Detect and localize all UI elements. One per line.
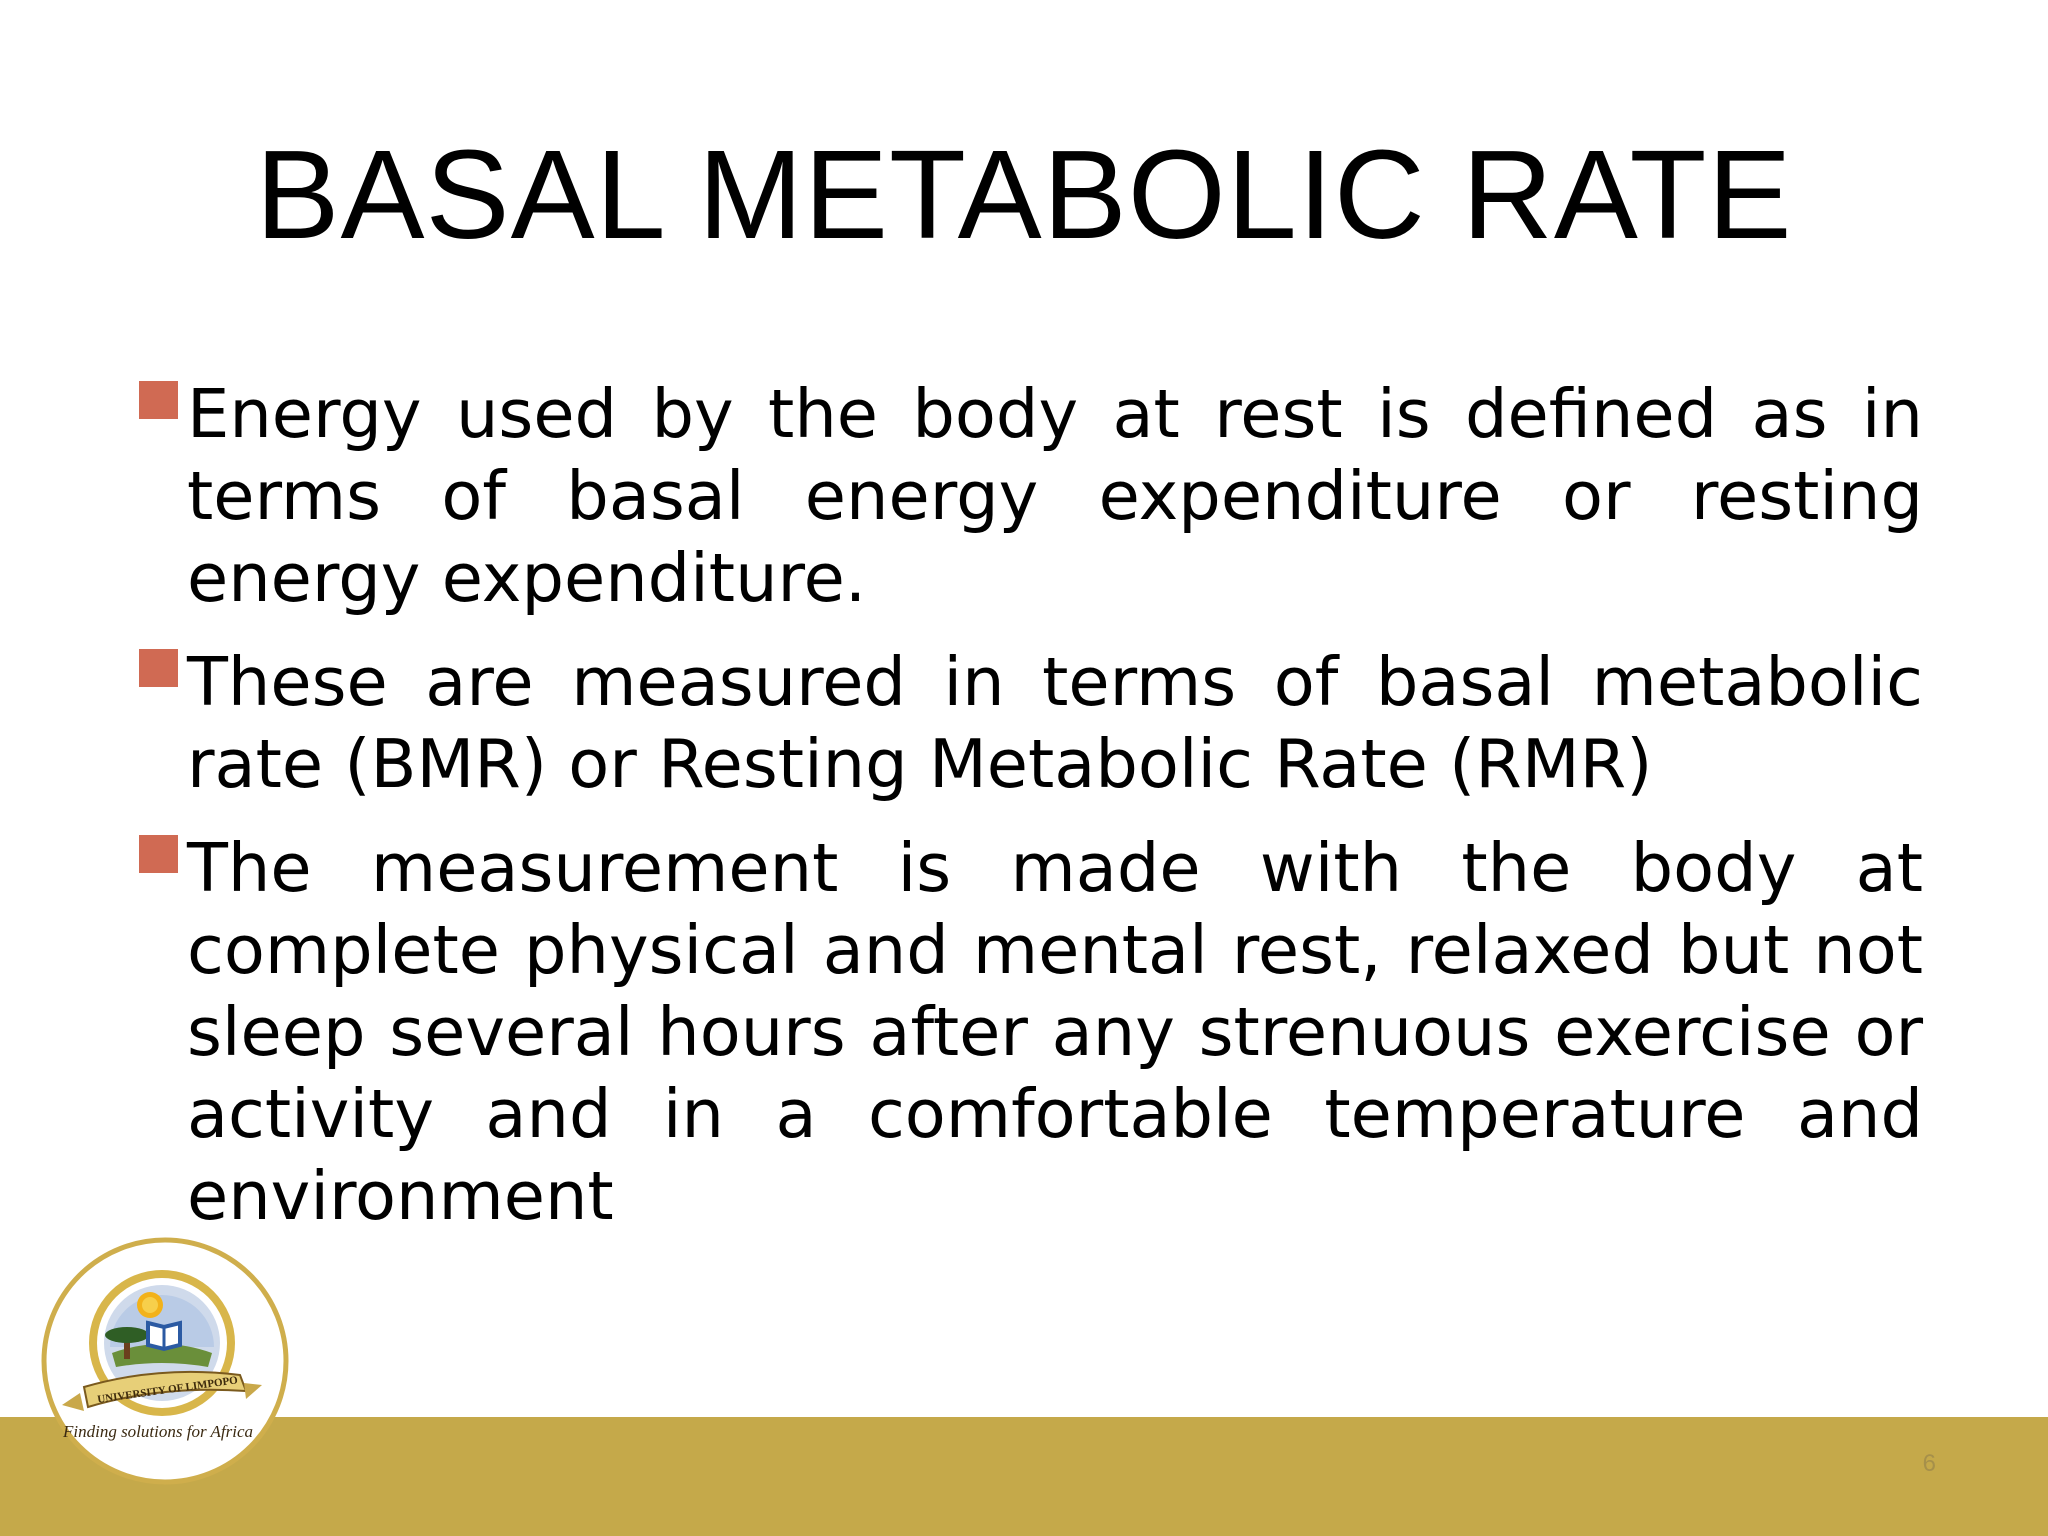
logo-tagline: Finding solutions for Africa [62,1422,254,1441]
square-bullet-icon [139,835,178,873]
page-number: 6 [1922,1450,1936,1477]
bullet-text: Energy used by the body at rest is defined as in terms of basal energy expenditure or resting energy expenditure. [187,375,1923,617]
square-bullet-icon [139,381,178,419]
sun-icon [137,1292,163,1318]
footer-band [0,1417,2048,1536]
square-bullet-icon [139,649,178,687]
book-icon [148,1323,180,1349]
slide-title: BASAL METABOLIC RATE [255,124,1793,265]
university-logo [40,1235,290,1497]
bullet-text: These are measured in terms of basal metabolic rate (BMR) or Resting Metabolic Rate (RMR) [187,643,1923,803]
bullet-item [138,373,1923,619]
bullet-list [138,373,1923,1259]
svg-text:UNIVERSITY OF LIMPOPO: UNIVERSITY OF LIMPOPO [96,1374,239,1406]
bullet-text: The measurement is made with the body at complete physical and mental rest, relaxed but not sleep several hours after any strenuous exercise or activity and in a comfortable temperature and environment [187,829,1923,1235]
bullet-item [138,641,1923,805]
bullet-item [138,827,1923,1237]
